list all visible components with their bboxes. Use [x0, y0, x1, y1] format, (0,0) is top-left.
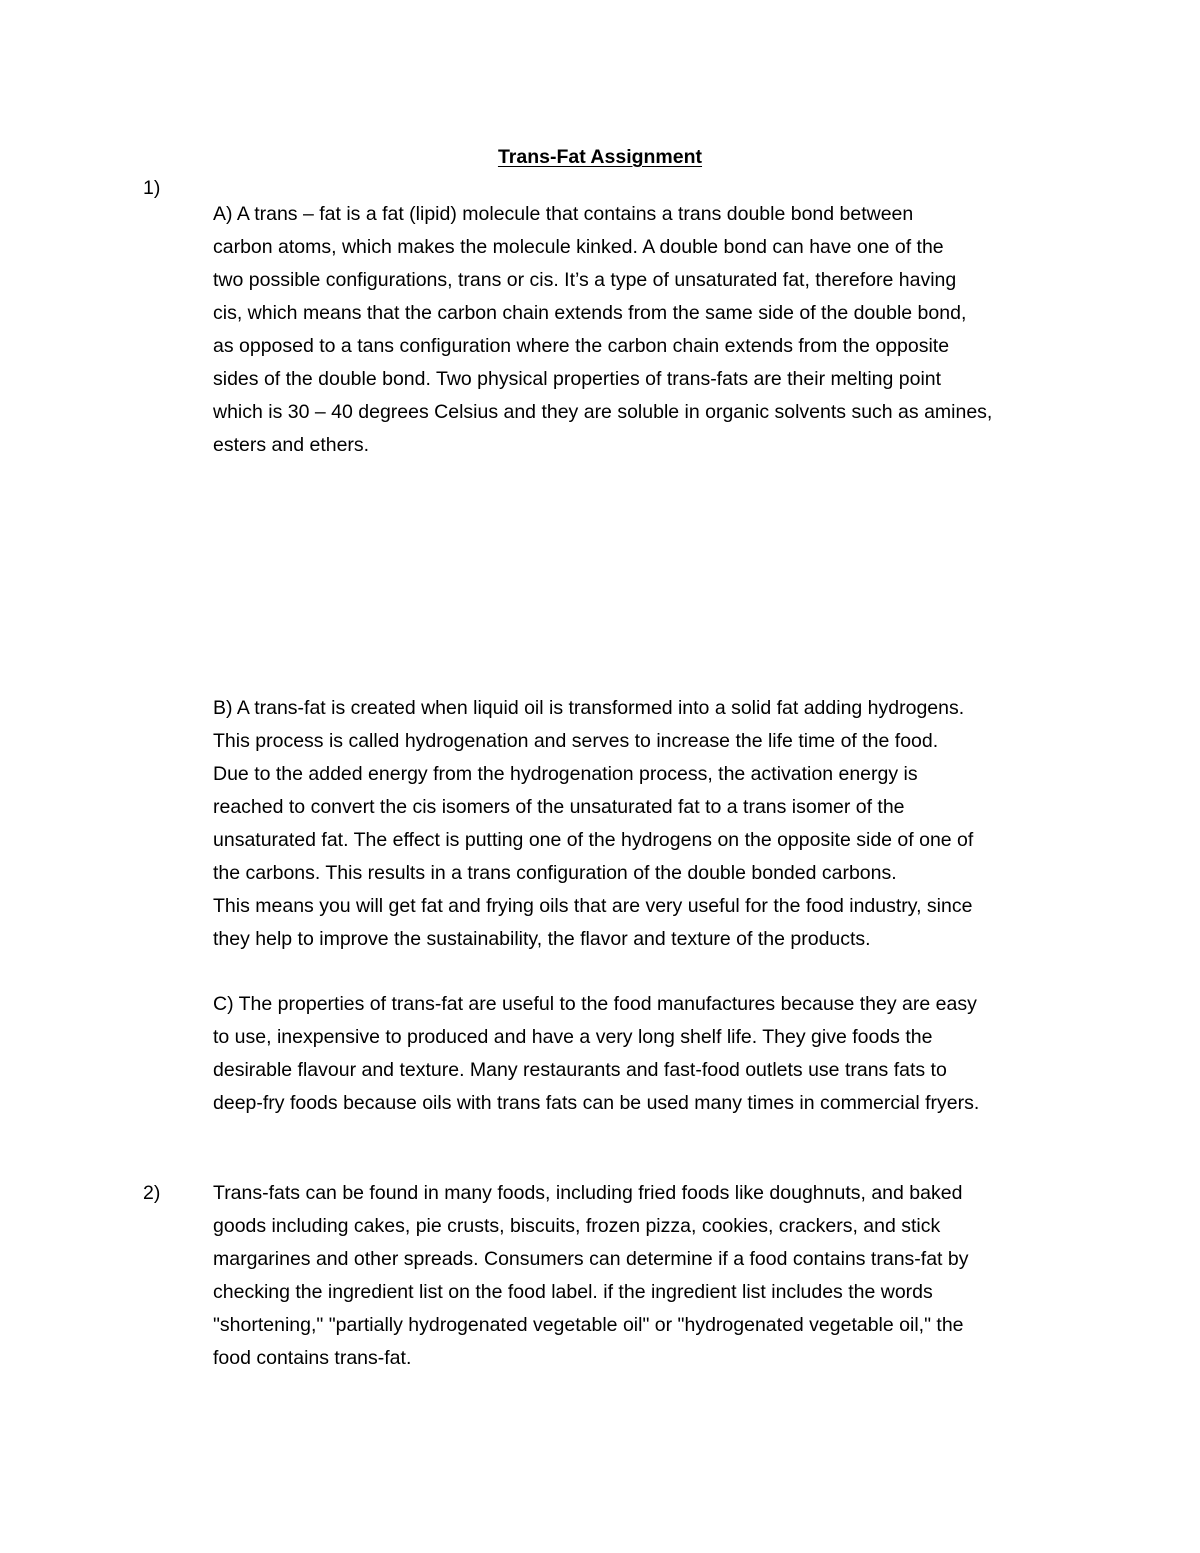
part-a-line: cis, which means that the carbon chain extends from the same side of the double bond,: [213, 302, 967, 324]
part-b-line: they help to improve the sustainability, the flavor and texture of the products.: [213, 928, 871, 950]
question-1-number: 1): [143, 177, 161, 199]
answer-2-line: goods including cakes, pie crusts, biscuits, frozen pizza, cookies, crackers, and stick: [213, 1215, 941, 1237]
question-2-number: 2): [143, 1182, 161, 1204]
part-b-line: Due to the added energy from the hydrogenation process, the activation energy is: [213, 763, 918, 785]
question-1-part-c: [213, 988, 1073, 1120]
answer-2-line: checking the ingredient list on the food label. if the ingredient list includes the words: [213, 1281, 933, 1303]
part-c-line: desirable flavour and texture. Many restaurants and fast-food outlets use trans fats to: [213, 1059, 947, 1081]
question-2-answer: [213, 1177, 1073, 1375]
answer-2-line: margarines and other spreads. Consumers can determine if a food contains trans-fat by: [213, 1248, 969, 1270]
part-b-line: B) A trans-fat is created when liquid oil is transformed into a solid fat adding hydrogens.: [213, 697, 965, 719]
part-b-line: unsaturated fat. The effect is putting one of the hydrogens on the opposite side of one of: [213, 829, 974, 851]
part-a-line: which is 30 – 40 degrees Celsius and they are soluble in organic solvents such as amines,: [213, 401, 993, 423]
part-a-line: esters and ethers.: [213, 434, 370, 456]
part-c-line: deep-fry foods because oils with trans fats can be used many times in commercial fryers.: [213, 1092, 980, 1114]
question-1-part-a: [213, 198, 1073, 462]
part-a-line: carbon atoms, which makes the molecule kinked. A double bond can have one of the: [213, 236, 944, 258]
question-1-part-b: [213, 692, 1073, 956]
part-b-line: reached to convert the cis isomers of the unsaturated fat to a trans isomer of the: [213, 796, 905, 818]
part-b-line: This means you will get fat and frying oils that are very useful for the food industry, since: [213, 895, 973, 917]
part-b-line: This process is called hydrogenation and serves to increase the life time of the food.: [213, 730, 939, 752]
document-title: Trans-Fat Assignment: [497, 146, 703, 168]
answer-2-line: food contains trans-fat.: [213, 1347, 412, 1369]
part-a-line: as opposed to a tans configuration where the carbon chain extends from the opposite: [213, 335, 950, 357]
part-b-line: the carbons. This results in a trans configuration of the double bonded carbons.: [213, 862, 897, 884]
part-c-line: C) The properties of trans-fat are useful to the food manufactures because they are easy: [213, 993, 977, 1015]
part-a-line: sides of the double bond. Two physical properties of trans-fats are their melting point: [213, 368, 942, 390]
part-a-line: A) A trans – fat is a fat (lipid) molecule that contains a trans double bond between: [213, 203, 914, 225]
answer-2-line: Trans-fats can be found in many foods, including fried foods like doughnuts, and baked: [213, 1182, 963, 1204]
answer-2-line: "shortening," "partially hydrogenated vegetable oil" or "hydrogenated vegetable oil," the: [213, 1314, 964, 1336]
part-a-line: two possible configurations, trans or cis. It’s a type of unsaturated fat, therefore having: [213, 269, 957, 291]
part-c-line: to use, inexpensive to produced and have a very long shelf life. They give foods the: [213, 1026, 933, 1048]
